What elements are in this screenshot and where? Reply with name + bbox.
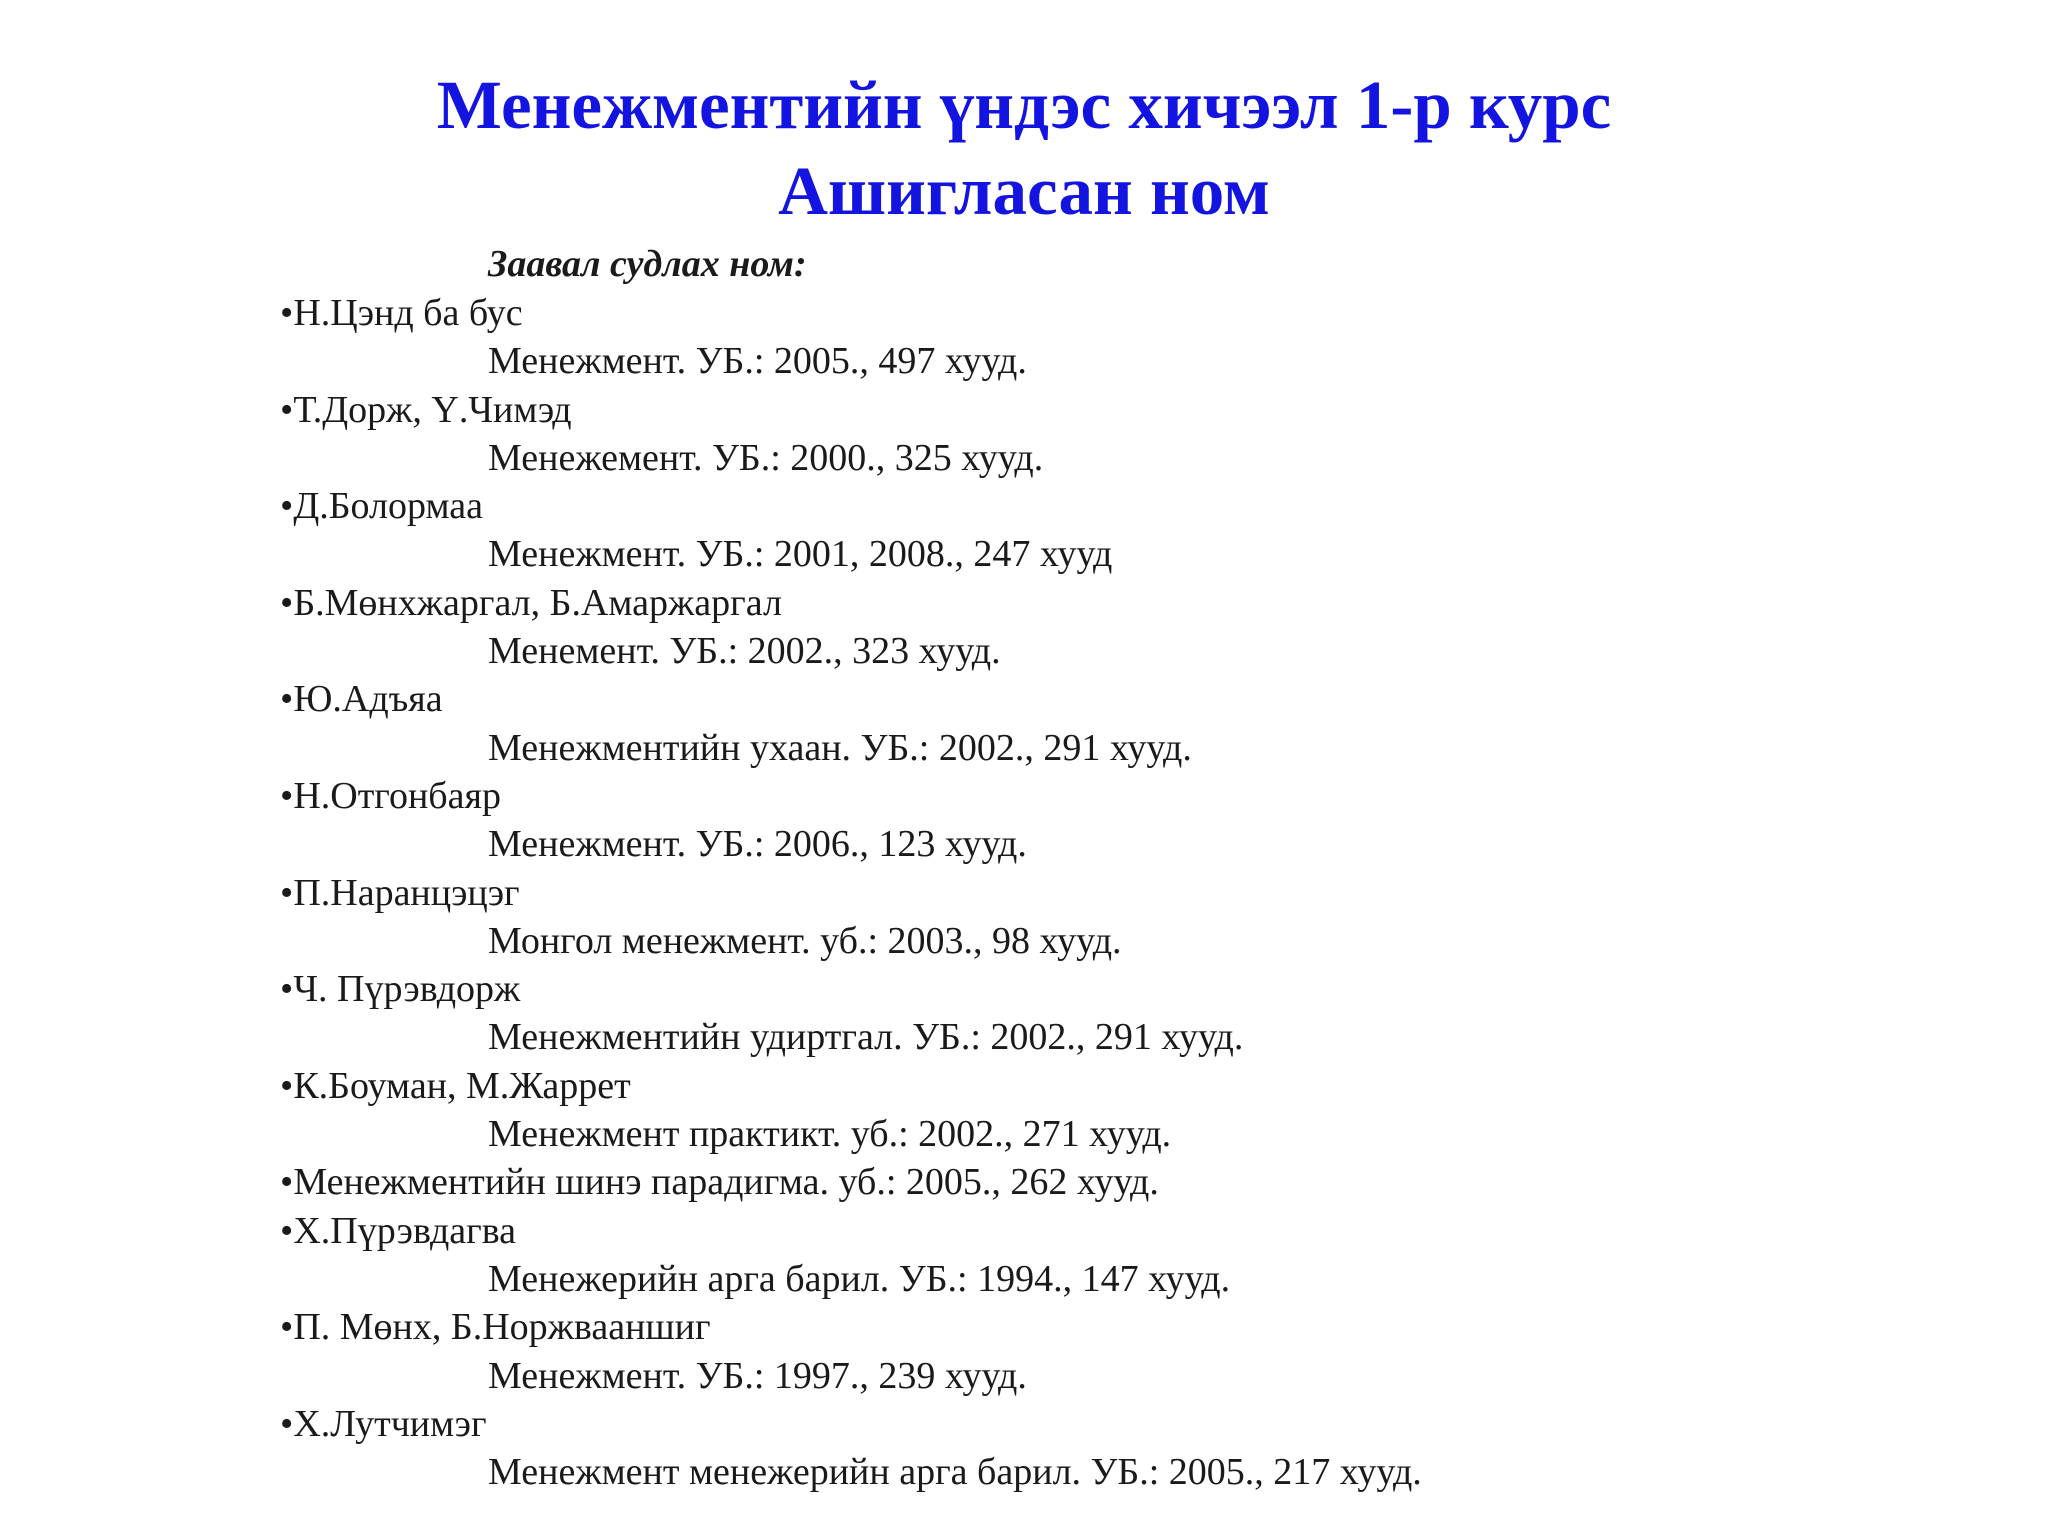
book-author-text: К.Боуман, М.Жаррет: [293, 1064, 631, 1107]
book-author-text: Ч. Пүрэвдорж: [293, 968, 521, 1011]
book-author: [280, 1158, 1422, 1206]
book-entry: [280, 482, 1422, 579]
bullet-icon: •: [280, 871, 294, 914]
book-detail: Менежмент. УБ.: 2005., 497 хууд.: [488, 340, 1027, 383]
book-entry: [280, 675, 1422, 772]
book-entry: [280, 289, 1422, 386]
book-author-text: Д.Болормаа: [293, 485, 483, 528]
book-list: [280, 289, 1422, 1496]
bullet-icon: •: [280, 1402, 294, 1445]
book-detail: Монгол менежмент. уб.: 2003., 98 хууд.: [488, 919, 1122, 962]
book-author: [280, 386, 1422, 434]
book-author: [280, 869, 1422, 917]
bullet-icon: •: [280, 292, 294, 334]
book-author-text: П.Наранцэцэг: [293, 871, 520, 914]
book-author-text: Н.Цэнд ба бус: [293, 292, 523, 334]
book-detail: Менежментийн удиртгал. УБ.: 2002., 291 хууд.: [488, 1016, 1244, 1059]
book-author-text: Менежментийн шинэ парадигма. уб.: 2005., 262 хууд.: [293, 1161, 1159, 1204]
bullet-icon: •: [280, 388, 294, 431]
book-entry: [280, 579, 1422, 676]
book-detail: Менежмент. УБ.: 2006., 123 хууд.: [488, 823, 1027, 866]
bullet-icon: •: [280, 1161, 294, 1204]
book-entry: [280, 869, 1422, 966]
book-author: [280, 1400, 1422, 1448]
book-entry: [280, 1400, 1422, 1497]
book-detail: Менежмент. УБ.: 1997., 239 хууд.: [488, 1354, 1027, 1397]
book-author-text: Т.Дорж, Ү.Чимэд: [293, 388, 572, 431]
book-entry: [280, 1062, 1422, 1159]
book-author: [280, 1062, 1422, 1110]
book-author-text: Б.Мөнхжаргал, Б.Амаржаргал: [293, 581, 782, 624]
bullet-icon: •: [280, 774, 294, 817]
bullet-icon: •: [280, 968, 294, 1011]
book-detail: Менежерийн арга барил. УБ.: 1994., 147 хууд.: [488, 1257, 1231, 1300]
book-author-text: Х.Пүрэвдагва: [293, 1209, 517, 1252]
book-author-text: П. Мөнх, Б.Норжвааншиг: [293, 1306, 711, 1349]
book-author: [280, 482, 1422, 530]
book-author-text: Ю.Адъяа: [293, 678, 443, 721]
book-author: [280, 579, 1422, 627]
book-author: [280, 1207, 1422, 1255]
book-author: [280, 772, 1422, 820]
book-author: [280, 289, 1422, 337]
book-entry: [280, 1158, 1422, 1206]
book-author: [280, 675, 1422, 723]
bullet-icon: •: [280, 1306, 294, 1349]
bullet-icon: •: [280, 678, 294, 721]
slide-title-line-1: Менежментийн үндэс хичээл 1-р курс: [436, 67, 1612, 143]
section-subheading: Заавал судлах ном:: [488, 243, 807, 285]
bullet-icon: •: [280, 1064, 294, 1107]
book-detail: Менежемент. УБ.: 2000., 325 хууд.: [488, 436, 1044, 479]
book-author-text: Н.Отгонбаяр: [293, 774, 501, 817]
book-entry: [280, 1303, 1422, 1400]
book-entry: [280, 965, 1422, 1062]
book-author-text: Х.Лутчимэг: [293, 1402, 487, 1445]
book-detail: Менежмент. УБ.: 2001, 2008., 247 хууд: [488, 533, 1113, 576]
book-entry: [280, 1207, 1422, 1304]
book-detail: Менежмент практикт. уб.: 2002., 271 хууд.: [488, 1113, 1172, 1156]
book-detail: Менежмент менежерийн арга барил. УБ.: 2005., 217 хууд.: [488, 1451, 1422, 1494]
bullet-icon: •: [280, 485, 294, 528]
book-entry: [280, 772, 1422, 869]
slide-title-line-2: Ашигласан ном: [778, 153, 1270, 229]
book-detail: Менемент. УБ.: 2002., 323 хууд.: [488, 630, 1001, 673]
book-detail: Менежментийн ухаан. УБ.: 2002., 291 хууд.: [488, 726, 1192, 769]
book-author: [280, 965, 1422, 1013]
bullet-icon: •: [280, 581, 294, 624]
book-entry: [280, 386, 1422, 483]
book-author: [280, 1303, 1422, 1351]
bullet-icon: •: [280, 1209, 294, 1252]
